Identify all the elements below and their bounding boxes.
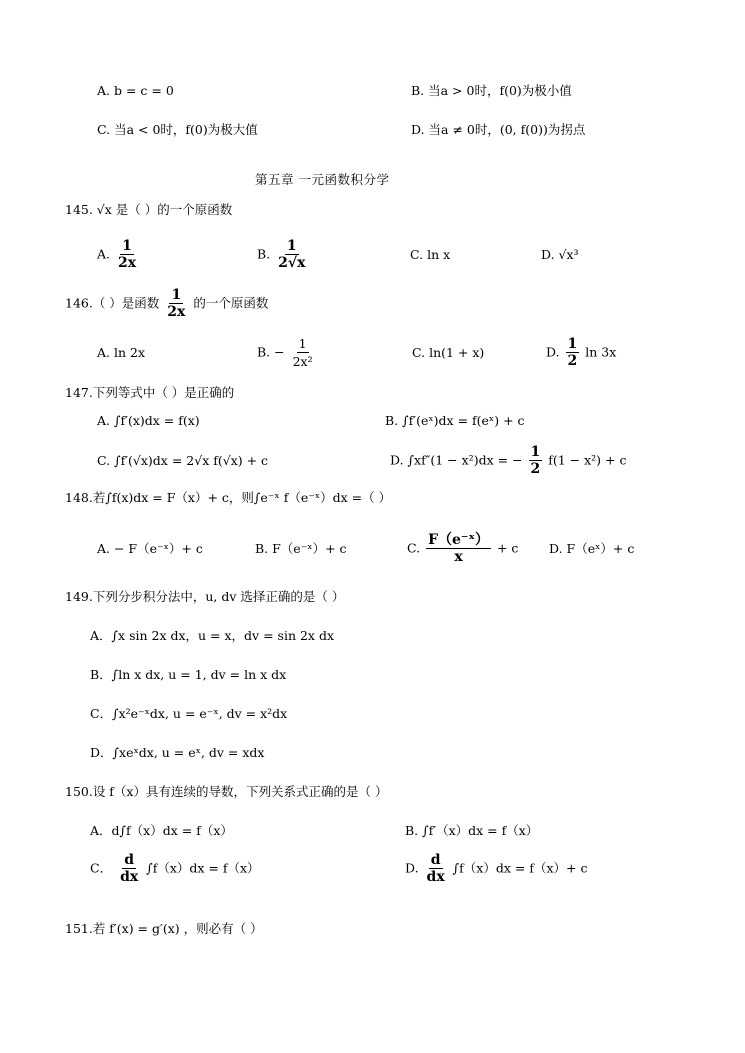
q146-option-b: B. − $\frac{1}{\text{2x²}}$ [257,336,313,369]
chapter-title: 第五章 一元函数积分学 [255,172,390,187]
q149-stem: 149.下列分步积分法中，u, dv 选择正确的是（ ） [65,589,345,604]
q147-option-d: D. ∫xf″(1 − x²)dx = − $\frac{1}{2}$ f(1 − x²) + c [390,444,627,477]
q145-stem: 145. √x 是（ ）的一个原函数 [65,202,233,217]
q148-option-b: B. F（e⁻ˣ）+ c [255,541,347,556]
top-option-b: B. 当a > 0时，f(0)为极小值 [411,83,572,98]
q149-option-a: A．∫x sin 2x dx，u = x，dv = sin 2x dx [90,628,334,643]
q149-option-d: D．∫xeˣdx, u = eˣ, dv = xdx [90,745,265,760]
q147-option-c: C. ∫f′(√x)dx = 2√x f(√x) + c [97,453,269,468]
top-option-a: A. b = c = 0 [97,83,174,98]
q146-option-a: A. ln 2x [97,345,145,360]
q145-option-a: A. $\frac{1}{2x}$ [97,238,137,271]
q148-option-a: A. − F（e⁻ˣ）+ c [97,541,203,556]
q149-option-b: B．∫ln x dx, u = 1, dv = ln x dx [90,667,287,682]
q150-option-c: C． $\frac{d}{dx}$ ∫f（x）dx = f（x） [90,852,260,885]
q147-option-a: A. ∫f′(x)dx = f(x) [97,413,200,428]
q150-stem: 150.设 f（x）具有连续的导数，下列关系式正确的是（ ） [65,784,388,799]
q150-option-a: A．d∫f（x）dx = f（x） [90,823,233,838]
q146-option-d: D. $\frac{1}{2}$ ln 3x [546,336,617,369]
q149-option-c: C．∫x²e⁻ˣdx, u = e⁻ˣ, dv = x²dx [90,706,288,721]
q147-option-b: B. ∫f′(eˣ)dx = f(eˣ) + c [385,413,525,428]
q150-option-b: B. ∫f′（x）dx = f（x） [405,823,539,838]
q150-option-d: D. $\frac{d}{dx}$ ∫f（x）dx = f（x）+ c [405,852,588,885]
q145-option-b: B. $\frac{1}{2√x}$ [257,238,306,271]
top-option-c: C. 当a < 0时，f(0)为极大值 [97,122,258,137]
q148-option-d: D. F（eˣ）+ c [549,541,635,556]
q151-stem: 151.若 f′(x) = g′(x) ，则必有（ ） [65,921,263,936]
q145-option-c: C. ln x [410,247,451,262]
q148-stem: 148.若∫f(x)dx = F（x）+ c，则∫e⁻ˣ f（e⁻ˣ）dx =（ ） [65,490,392,505]
q148-option-c: C. $\frac{\text{F（e⁻ˣ）}}{x}$ + c [407,532,519,565]
q146-option-c: C. ln(1 + x) [412,345,485,360]
q147-stem: 147.下列等式中（ ）是正确的 [65,385,235,400]
q146-stem: 146.（ ）是函数 $\frac{1}{2x}$ 的一个原函数 [65,287,269,320]
q145-option-d: D. √x³ [541,247,579,262]
top-option-d: D. 当a ≠ 0时，(0, f(0))为拐点 [411,122,586,137]
